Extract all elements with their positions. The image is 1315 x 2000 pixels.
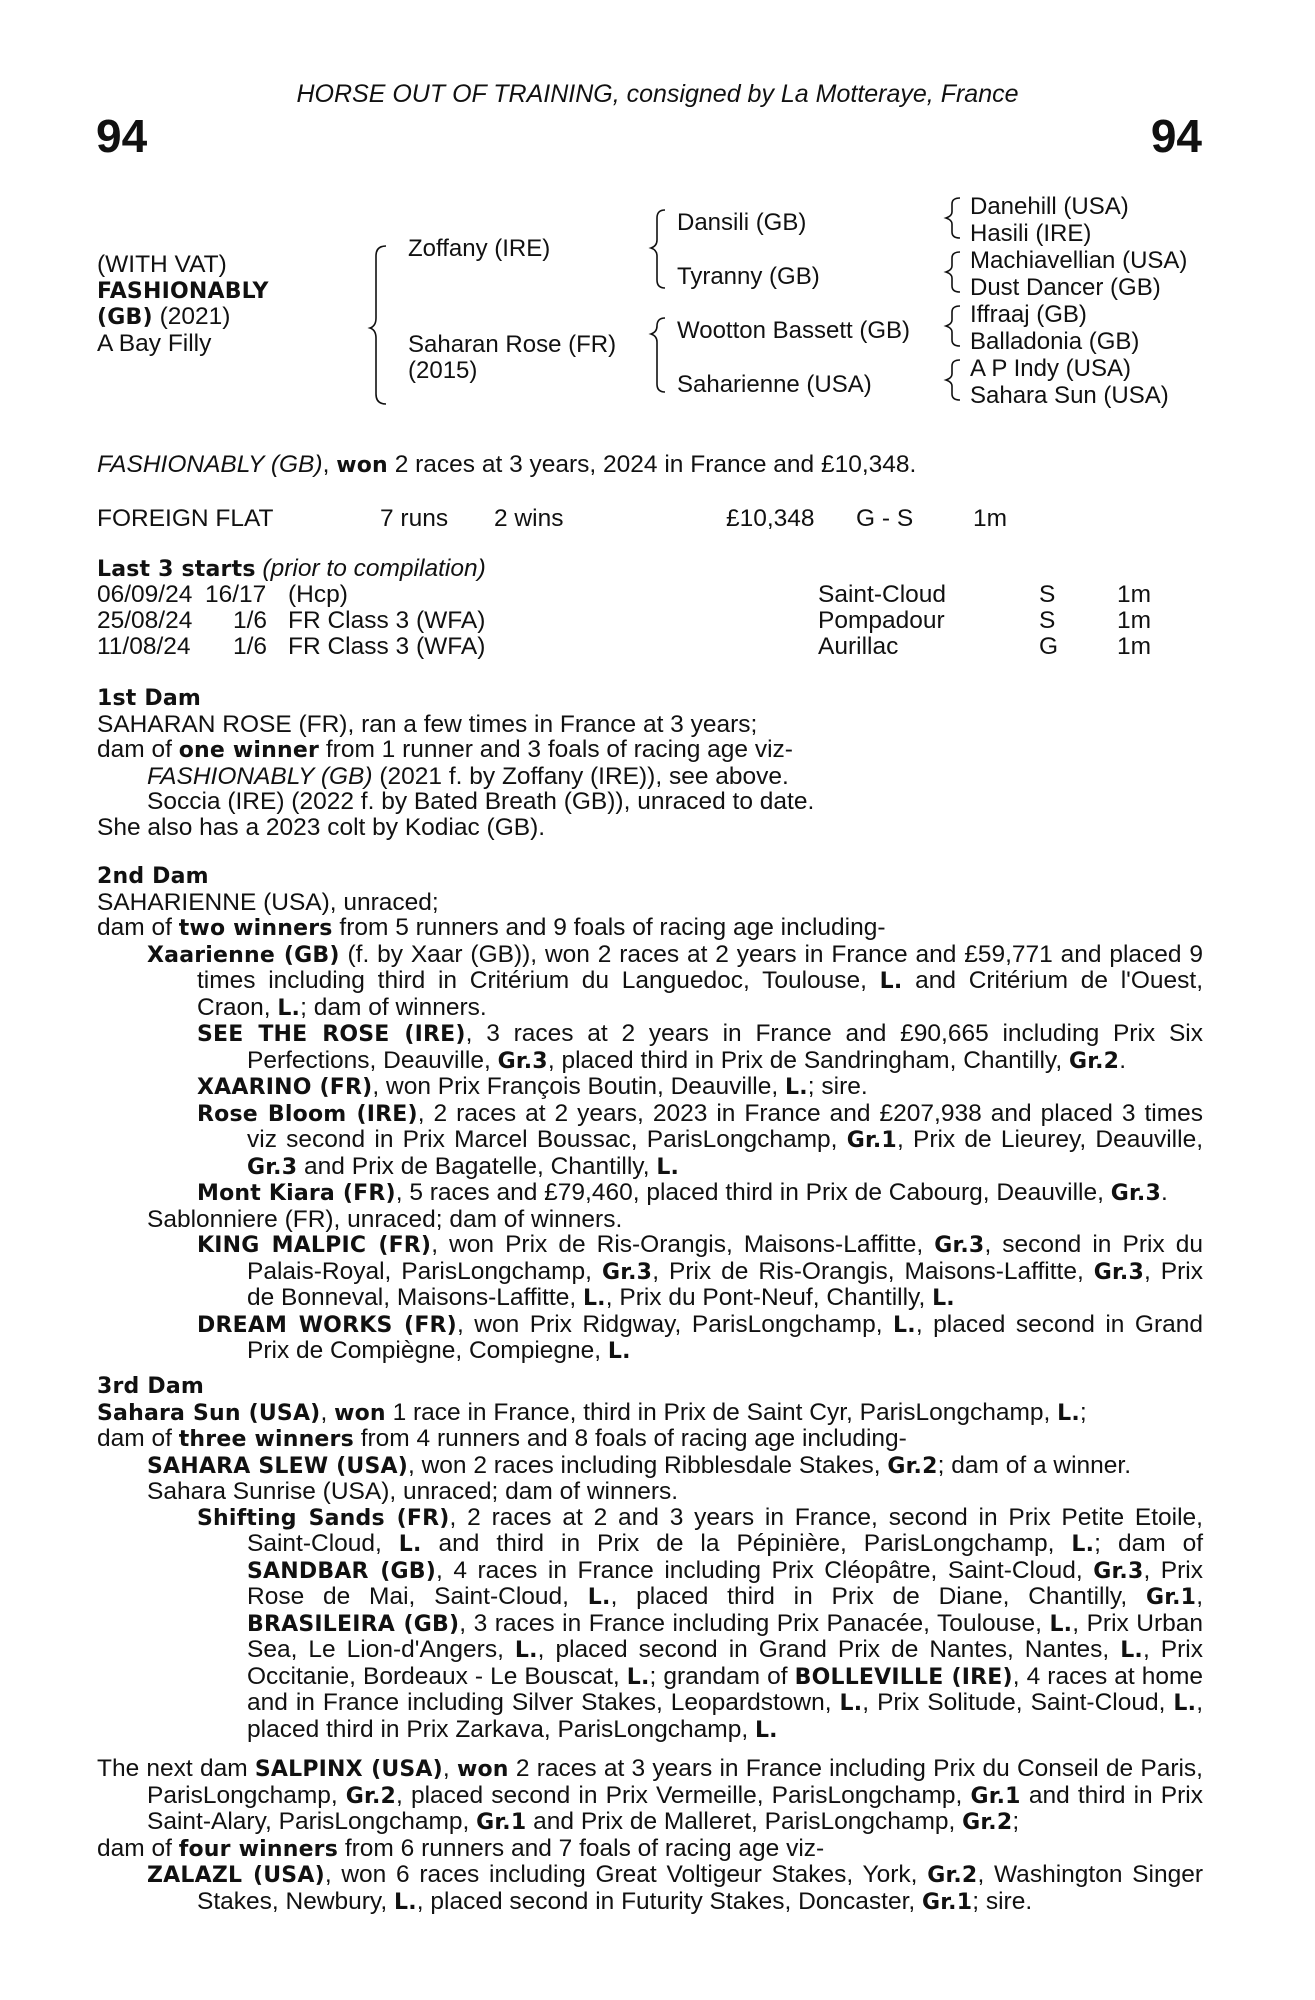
start-row-dist-1: 1m: [1117, 581, 1152, 608]
pedigree-sire: Zoffany (IRE): [408, 235, 551, 262]
produce-item-zalazl: ZALAZL (USA), won 6 races including Great Voltigeur Stakes, York, Gr.2, Washington Singer Stakes, Newbury, L., placed second in Futurity Stakes, Doncaster, Gr.1; sire.: [147, 1861, 1203, 1915]
third-dam-line: Sahara Sun (USA), won 1 race in France, third in Prix de Saint Cyr, ParisLongchamp, L.;: [97, 1398, 1087, 1426]
second-dam-title: 2nd Dam: [97, 864, 209, 889]
first-dam-note: She also has a 2023 colt by Kodiac (GB).: [97, 813, 546, 841]
start-row-pos-1: 16/17: [205, 581, 267, 608]
produce-item-sahara-slew: SAHARA SLEW (USA), won 2 races including Ribblesdale Stakes, Gr.2; dam of a winner.: [147, 1451, 1132, 1479]
pedigree-ggs7: A P Indy (USA): [970, 355, 1131, 382]
summary-rest: 2 races at 3 years, 2024 in France and £10,348.: [387, 451, 917, 478]
produce-item-sahara-sunrise: Sahara Sunrise (USA), unraced; dam of winners.: [147, 1478, 679, 1505]
produce-item-king-malpic: KING MALPIC (FR), won Prix de Ris-Orangis, Maisons-Laffitte, Gr.3, second in Prix du Palais-Royal, ParisLongchamp, Gr.3, Prix de Ris-Orangis, Maisons-Laffitte, Gr.3, Prix de Bonneval, Maisons-Laffitte, L., Prix du Pont-Neuf, Chantilly, L.: [197, 1231, 1203, 1311]
first-dam-produce-line: dam of one winner from 1 runner and 3 foals of racing age viz-: [97, 736, 793, 763]
record-runs: 7 runs: [380, 505, 449, 532]
lot-number-right: 94: [1150, 110, 1202, 162]
start-row-pos-3: 1/6: [233, 633, 268, 660]
pedigree-ggs8: Sahara Sun (USA): [970, 382, 1169, 409]
produce-item-xaarienne: Xaarienne (GB) (f. by Xaar (GB)), won 2 races at 2 years in France and £59,771 and placed 9 times including third in Critérium du Languedoc, Toulouse, L. and Critérium de l'Ouest, Craon, L.; dam of winners.: [147, 940, 1204, 1021]
third-dam-title: 3rd Dam: [97, 1374, 204, 1399]
pedigree-dam-year: (2015): [408, 357, 478, 384]
second-dam-produce-line: dam of two winners from 5 runners and 9 foals of racing age including-: [97, 914, 886, 941]
first-dam-section: [97, 686, 1203, 840]
record-distance: 1m: [973, 505, 1008, 532]
pedigree-ggs2: Hasili (IRE): [970, 220, 1092, 247]
second-dam-line: SAHARIENNE (USA), unraced;: [97, 888, 439, 916]
start-row-pos-2: 1/6: [233, 607, 268, 634]
horse-description: A Bay Filly: [97, 329, 212, 357]
second-dam-section: [97, 864, 1203, 1365]
pedigree-gs2: Tyranny (GB): [677, 263, 820, 290]
first-dam-title: 1st Dam: [97, 686, 202, 711]
third-dam-produce-line: dam of three winners from 4 runners and 8 foals of racing age including-: [97, 1425, 907, 1452]
start-row-going-2: S: [1039, 607, 1056, 634]
pedigree-ggs5: Iffraaj (GB): [970, 301, 1087, 328]
horse-country: (GB): [97, 305, 153, 330]
start-row-course-3: Aurillac: [818, 633, 899, 660]
start-row-dist-2: 1m: [1117, 607, 1152, 634]
produce-item-sablonniere: Sablonniere (FR), unraced; dam of winners.: [147, 1205, 623, 1233]
pedigree-ggs6: Balladonia (GB): [970, 328, 1140, 355]
summary-name: FASHIONABLY (GB): [97, 451, 323, 478]
start-row-dist-3: 1m: [1117, 633, 1152, 660]
vat-label: (WITH VAT): [97, 251, 227, 278]
last-starts-title: Last 3 starts: [97, 557, 256, 582]
start-row-date-3: 11/08/24: [97, 633, 191, 660]
produce-item-shifting-sands: Shifting Sands (FR), 2 races at 2 and 3 years in France, second in Prix Petite Etoile, Saint-Cloud, L. and third in Prix de la Pépinière, ParisLongchamp, L.; dam of SANDBAR (GB), 4 races in France including Prix Cléopâtre, Saint-Cloud, Gr.3, Prix Rose de Mai, Saint-Cloud, L., placed third in Prix de Diane, Chantilly, Gr.1, BRASILEIRA (GB), 3 races in France including Prix Panacée, Toulouse, L., Prix Urban Sea, Le Lion-d'Angers, L., placed second in Grand Prix de Nantes, Nantes, L., Prix Occitanie, Bordeaux - Le Bouscat, L.; grandam of BOLLEVILLE (IRE), 4 races at home and in France including Silver Stakes, Leopardstown, L., Prix Solitude, Saint-Cloud, L., placed third in Prix Zarkava, ParisLongchamp, L.: [197, 1503, 1204, 1743]
next-dam-line: The next dam SALPINX (USA), won 2 races at 3 years in France including Prix du Conseil de Paris, ParisLongchamp, Gr.2, placed second in Prix Vermeille, ParisLongchamp, Gr.1 and third in Prix Saint-Alary, ParisLongchamp, Gr.1 and Prix de Malleret, ParisLongchamp, Gr.2;: [97, 1755, 1203, 1835]
summary-won: won: [336, 453, 388, 478]
page-header: HORSE OUT OF TRAINING, consigned by La Motteraye, France: [296, 80, 1019, 108]
start-row-date-1: 06/09/24: [97, 581, 193, 608]
produce-item: FASHIONABLY (GB) (2021 f. by Zoffany (IRE)), see above.: [147, 762, 789, 790]
produce-item: Soccia (IRE) (2022 f. by Bated Breath (GB)), unraced to date.: [147, 788, 815, 815]
start-row-race-2: FR Class 3 (WFA): [288, 607, 486, 634]
horse-year: (2021): [159, 303, 231, 330]
start-row-date-2: 25/08/24: [97, 607, 193, 634]
record-going: G - S: [856, 505, 914, 532]
lot-number-left: 94: [96, 110, 148, 162]
produce-item-see-the-rose: SEE THE ROSE (IRE), 3 races at 2 years in France and £90,665 including Prix Six Perfections, Deauville, Gr.3, placed third in Prix de Sandringham, Chantilly, Gr.2.: [197, 1020, 1203, 1074]
start-row-going-1: S: [1039, 581, 1056, 608]
first-dam-line: SAHARAN ROSE (FR), ran a few times in France at 3 years;: [97, 710, 758, 738]
pedigree-gs4: Saharienne (USA): [677, 371, 872, 398]
produce-item-xaarino: XAARINO (FR), won Prix François Boutin, Deauville, L.; sire.: [197, 1073, 868, 1100]
next-dam-section: [97, 1756, 1203, 1915]
pedigree-ggs3: Machiavellian (USA): [970, 247, 1188, 274]
record-earnings: £10,348: [726, 505, 815, 532]
start-row-course-1: Saint-Cloud: [818, 581, 947, 608]
third-dam-section: [97, 1374, 1203, 1743]
start-row-race-1: (Hcp): [288, 581, 348, 608]
pedigree-gs3: Wootton Bassett (GB): [677, 317, 910, 344]
record-type: FOREIGN FLAT: [97, 505, 274, 532]
pedigree-gs1: Dansili (GB): [677, 209, 807, 236]
last-starts-note: (prior to compilation): [255, 555, 486, 582]
next-dam-produce-line: dam of four winners from 6 runners and 7 foals of racing age viz-: [97, 1834, 825, 1862]
pedigree-ggs1: Danehill (USA): [970, 193, 1129, 220]
start-row-going-3: G: [1039, 633, 1059, 660]
last-starts-heading: [97, 556, 486, 583]
produce-item-dream-works: DREAM WORKS (FR), won Prix Ridgway, ParisLongchamp, L., placed second in Grand Prix de Compiègne, Compiegne, L.: [197, 1310, 1203, 1364]
first-dam-winner-count: one winner: [178, 738, 320, 763]
produce-item-mont-kiara: Mont Kiara (FR), 5 races and £79,460, placed third in Prix de Cabourg, Deauville, Gr.3.: [197, 1179, 1168, 1206]
pedigree-dam: Saharan Rose (FR): [408, 331, 617, 358]
start-row-race-3: FR Class 3 (WFA): [288, 633, 486, 660]
race-summary: FASHIONABLY (GB), won 2 races at 3 years, 2024 in France and £10,348.: [97, 451, 917, 478]
record-wins: 2 wins: [494, 505, 564, 532]
start-row-course-2: Pompadour: [818, 607, 945, 634]
produce-item-rose-bloom: Rose Bloom (IRE), 2 races at 2 years, 2023 in France and £207,938 and placed 3 times viz second in Prix Marcel Boussac, ParisLongchamp, Gr.1, Prix de Lieurey, Deauville, Gr.3 and Prix de Bagatelle, Chantilly, L.: [197, 1099, 1204, 1180]
pedigree-ggs4: Dust Dancer (GB): [970, 274, 1161, 301]
horse-name: FASHIONABLY: [97, 278, 269, 304]
